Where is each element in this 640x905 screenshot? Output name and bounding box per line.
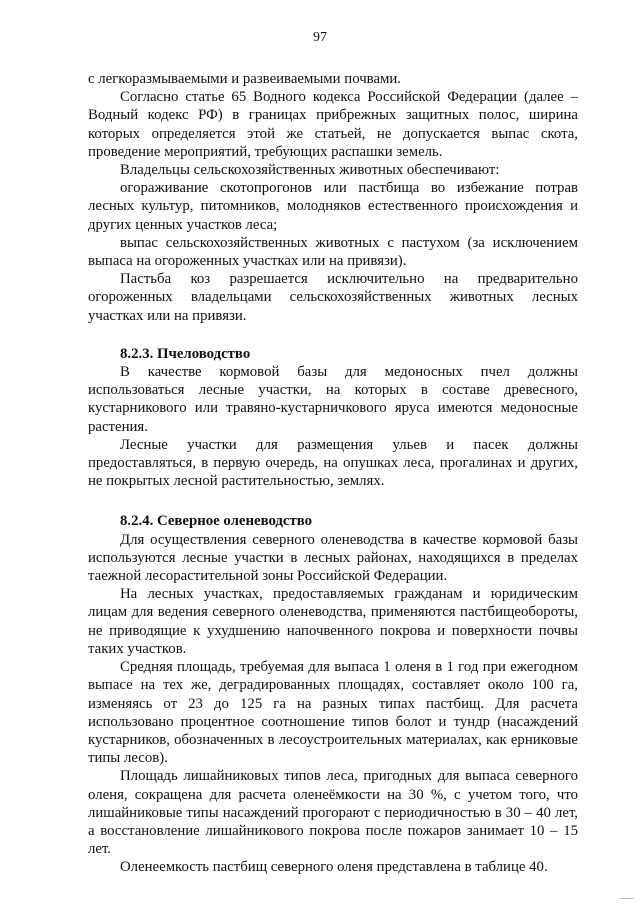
paragraph: Пастьба коз разрешается исключительно на предварительно огороженных владельцами сельскохозяйственных животных лесных участках или на привязи.	[88, 271, 578, 324]
paragraph: Площадь лишайниковых типов леса, пригодных для выпаса северного оленя, сокращена для расчета оленеёмкости на 30 %, с учетом того, что лишайниковые типы насаждений прогорают с периодичностью в 30 – 40 лет, а восстановление лишайникового покрова после пожаров занимает 10 – 15 лет.	[88, 768, 578, 858]
paragraph: с легкоразмываемыми и развеиваемыми почвами.	[88, 71, 401, 87]
paragraph: Оленеемкость пастбищ северного оленя представлена в таблице 40.	[120, 859, 548, 876]
paragraph: Владельцы сельскохозяйственных животных обеспечивают:	[120, 162, 500, 179]
paragraph: Средняя площадь, требуемая для выпаса 1 оленя в 1 год при ежегодном выпасе на тех же, деградированных площадях, составляет около 100 га, изменяясь от 23 до 125 га на разных типах пастбищ. Для расчета использовано процентное соотношение типов болот и тундр (насаждений кустарников, обозначенных в лесоустроительных материалах, как ерниковые типы лесов).	[88, 659, 578, 767]
section-heading: 8.2.4. Северное оленеводство	[120, 513, 313, 530]
scan-edge-mark	[620, 898, 634, 899]
paragraph: В качестве кормовой базы для медоносных пчел должны использоваться лесные участки, на которых в составе древесного, кустарникового или травяно-кустарничкового яруса имеются медоносные растения.	[88, 364, 578, 435]
paragraph: На лесных участках, предоставляемых гражданам и юридическим лицам для ведения северного оленеводства, применяются пастбищеобороты, не приводящие к ухудшению напочвенного покрова и поверхности почвы таких участков.	[88, 586, 578, 657]
paragraph: огораживание скотопрогонов или пастбища во избежание потрав лесных культур, питомников, молодняков естественного происхождения и других ценных участков леса;	[88, 180, 578, 233]
paragraph: Для осуществления северного оленеводства в качестве кормовой базы используются лесные участки в лесных районах, находящихся в пределах таежной лесорастительной зоны Российской Федерации.	[88, 531, 578, 585]
document-body	[88, 70, 578, 877]
page-number: 97	[313, 30, 327, 45]
section-heading: 8.2.3. Пчеловодство	[120, 345, 251, 362]
paragraph: Лесные участки для размещения ульев и пасек должны предоставляться, в первую очередь, на опушках леса, прогалинах и других, не покрытых лесной растительностью, землях.	[88, 436, 578, 490]
paragraph: Согласно статье 65 Водного кодекса Российской Федерации (далее – Водный кодекс РФ) в границах прибрежных защитных полос, ширина которых определяется этой же статьей, не допускается выпас скота, проведение мероприятий, требующих распашки земель.	[88, 89, 578, 160]
paragraph: выпас сельскохозяйственных животных с пастухом (за исключением выпаса на огороженных участках или на привязи).	[88, 234, 578, 270]
